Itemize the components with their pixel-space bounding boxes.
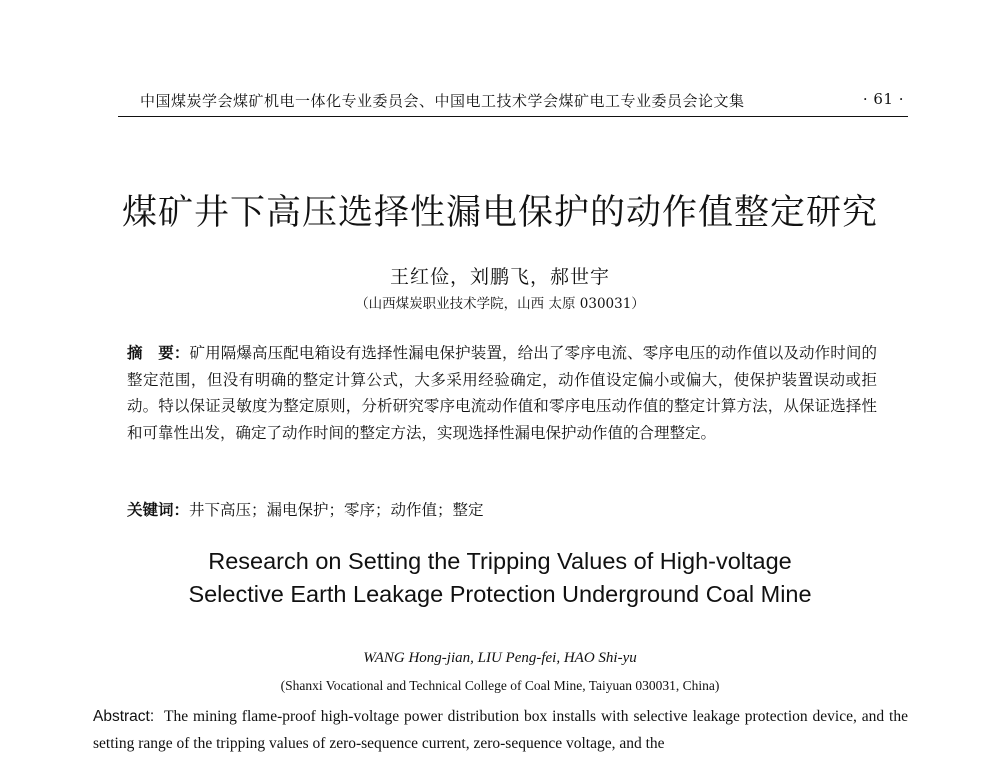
english-affiliation: (Shanxi Vocational and Technical College of Coal Mine, Taiyuan 030031, China): [280, 678, 720, 693]
chinese-title: 煤矿井下高压选择性漏电保护的动作值整定研究: [121, 193, 878, 233]
chinese-keywords-text: 井下高压；漏电保护；零序；动作值；整定: [189, 501, 484, 519]
english-abstract: [93, 703, 908, 757]
running-header: [118, 90, 908, 114]
chinese-keywords: [127, 498, 887, 520]
english-authors: WANG Hong-jian, LIU Peng-fei, HAO Shi-yu: [363, 650, 637, 666]
english-title: [0, 545, 1000, 611]
chinese-affiliation: （山西煤炭职业技术学院，山西 太原 030031）: [355, 296, 645, 312]
journal-name: 中国煤炭学会煤矿机电一体化专业委员会、中国电工技术学会煤矿电工专业委员会论文集: [140, 92, 745, 110]
chinese-abstract-label: 摘 要：: [127, 344, 190, 362]
english-abstract-text: The mining flame-proof high-voltage power distribution box installs with selective leakage protection device, and the setting range of the tripping values of zero-sequence current, zero-sequence voltage, and the: [93, 708, 908, 752]
english-title-line-2: Selective Earth Leakage Protection Underground Coal Mine: [188, 581, 812, 607]
chinese-abstract: [127, 340, 877, 446]
chinese-abstract-text: 矿用隔爆高压配电箱设有选择性漏电保护装置，给出了零序电流、零序电压的动作值以及动作时间的整定范围，但没有明确的整定计算公式，大多采用经验确定，动作值设定偏小或偏大，使保护装置误动或拒动。特以保证灵敏度为整定原则，分析研究零序电流动作值和零序电压动作值的整定计算方法，从保证选择性和可靠性出发，确定了动作时间的整定方法，实现选择性漏电保护动作值的合理整定。: [127, 344, 877, 442]
chinese-keywords-label: 关键词：: [127, 501, 190, 519]
english-title-line-1: Research on Setting the Tripping Values of High-voltage: [208, 548, 792, 574]
chinese-authors: 王红俭，刘鹏飞，郝世宇: [389, 266, 610, 288]
english-abstract-label: Abstract:: [93, 708, 155, 725]
header-rule: [118, 116, 908, 117]
page-number: · 61 ·: [862, 90, 904, 108]
